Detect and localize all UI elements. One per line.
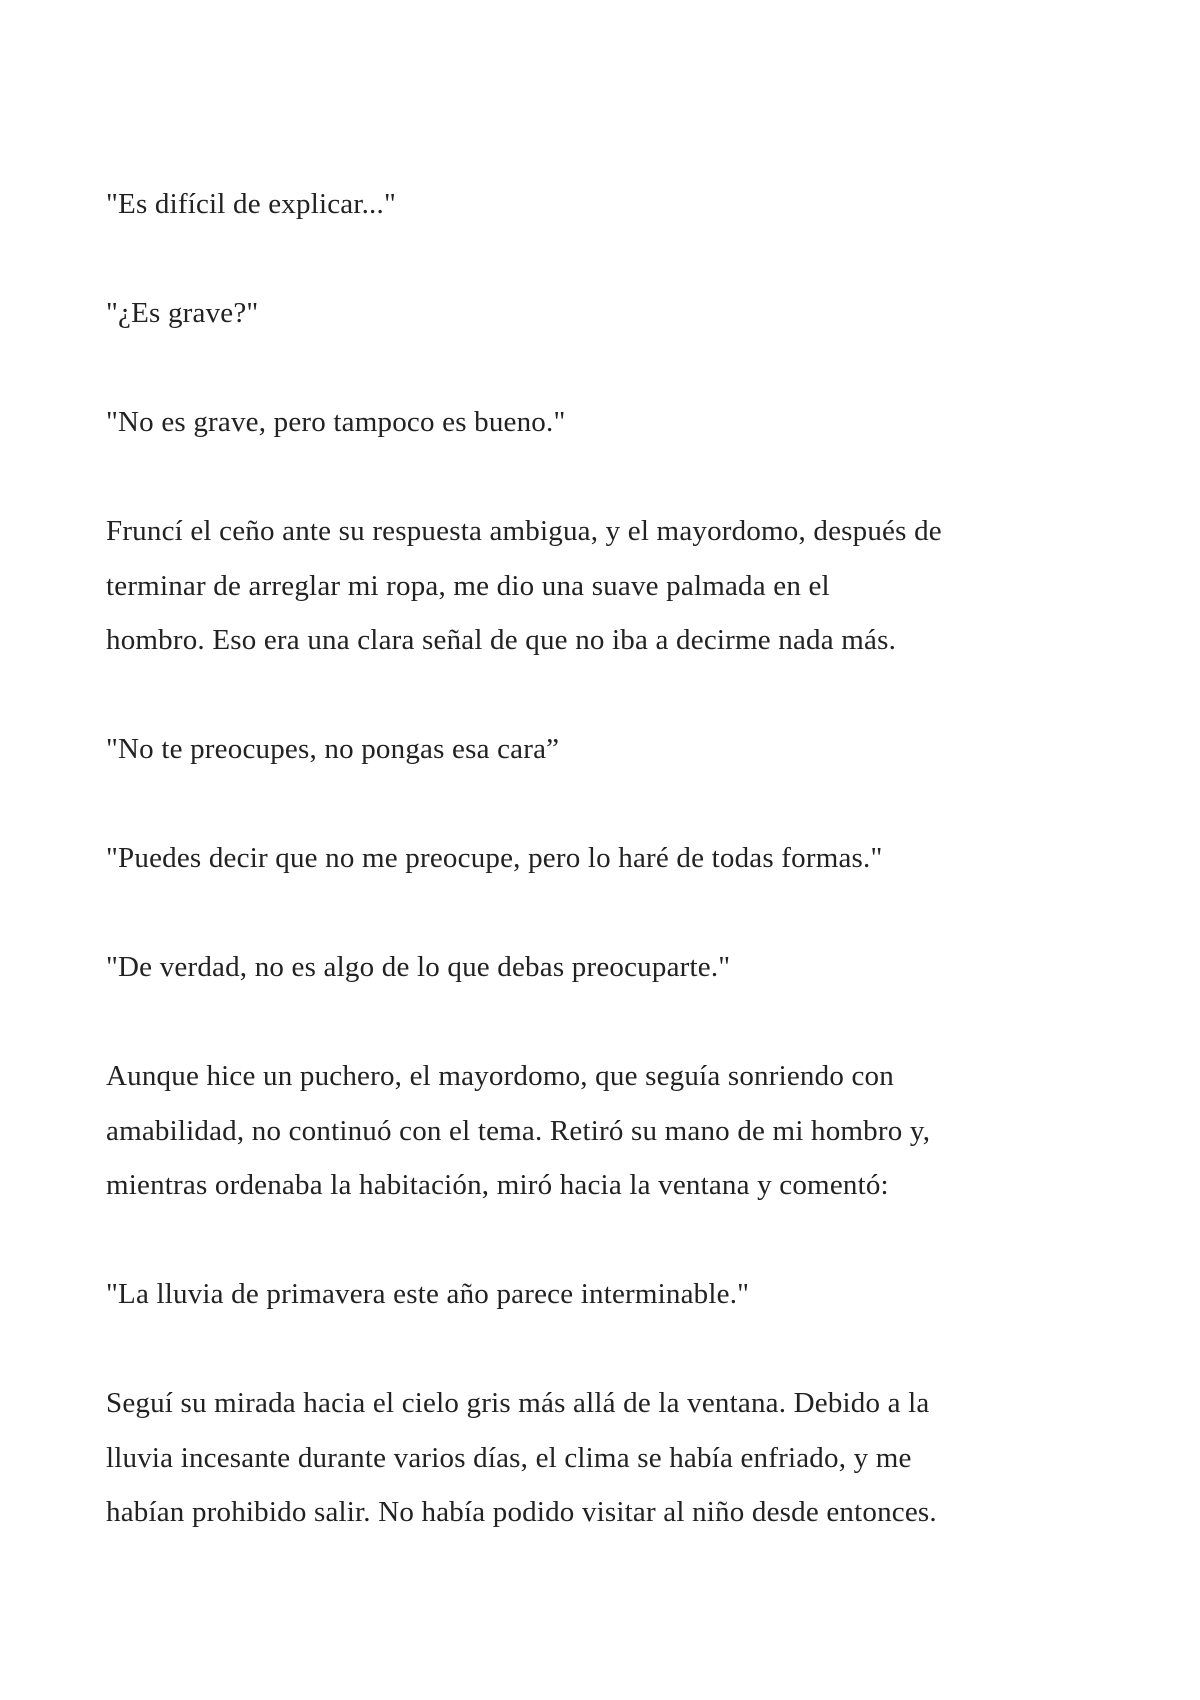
document-page [106, 177, 1106, 1594]
text-line: Aunque hice un puchero, el mayordomo, que seguía sonriendo con [106, 1060, 894, 1092]
text-line: "Puedes decir que no me preocupe, pero lo haré de todas formas." [106, 842, 883, 874]
text-line: "Es difícil de explicar..." [106, 188, 396, 220]
text-line: hombro. Eso era una clara señal de que no iba a decirme nada más. [106, 624, 897, 656]
paragraph [106, 395, 1106, 450]
text-line: "La lluvia de primavera este año parece interminable." [106, 1278, 750, 1310]
text-line: terminar de arreglar mi ropa, me dio una suave palmada en el [106, 569, 830, 602]
paragraph [106, 722, 1106, 777]
paragraph [106, 1267, 1106, 1322]
text-line: "De verdad, no es algo de lo que debas preocuparte." [106, 951, 731, 983]
paragraph [106, 504, 1106, 668]
text-line: lluvia incesante durante varios días, el clima se había enfriado, y me [106, 1441, 912, 1474]
text-line: "No es grave, pero tampoco es bueno." [106, 406, 566, 438]
text-line: habían prohibido salir. No había podido visitar al niño desde entonces. [106, 1496, 937, 1528]
text-line: Seguí su mirada hacia el cielo gris más allá de la ventana. Debido a la [106, 1387, 930, 1419]
text-line: "No te preocupes, no pongas esa cara” [106, 733, 560, 765]
text-line: Fruncí el ceño ante su respuesta ambigua, y el mayordomo, después de [106, 515, 942, 547]
paragraph [106, 286, 1106, 341]
paragraph [106, 940, 1106, 995]
paragraph [106, 831, 1106, 886]
text-line: amabilidad, no continuó con el tema. Retiró su mano de mi hombro y, [106, 1114, 931, 1147]
paragraph [106, 177, 1106, 232]
paragraph [106, 1376, 1106, 1540]
text-line: mientras ordenaba la habitación, miró hacia la ventana y comentó: [106, 1169, 889, 1201]
paragraph [106, 1049, 1106, 1213]
text-line: "¿Es grave?" [106, 297, 259, 329]
